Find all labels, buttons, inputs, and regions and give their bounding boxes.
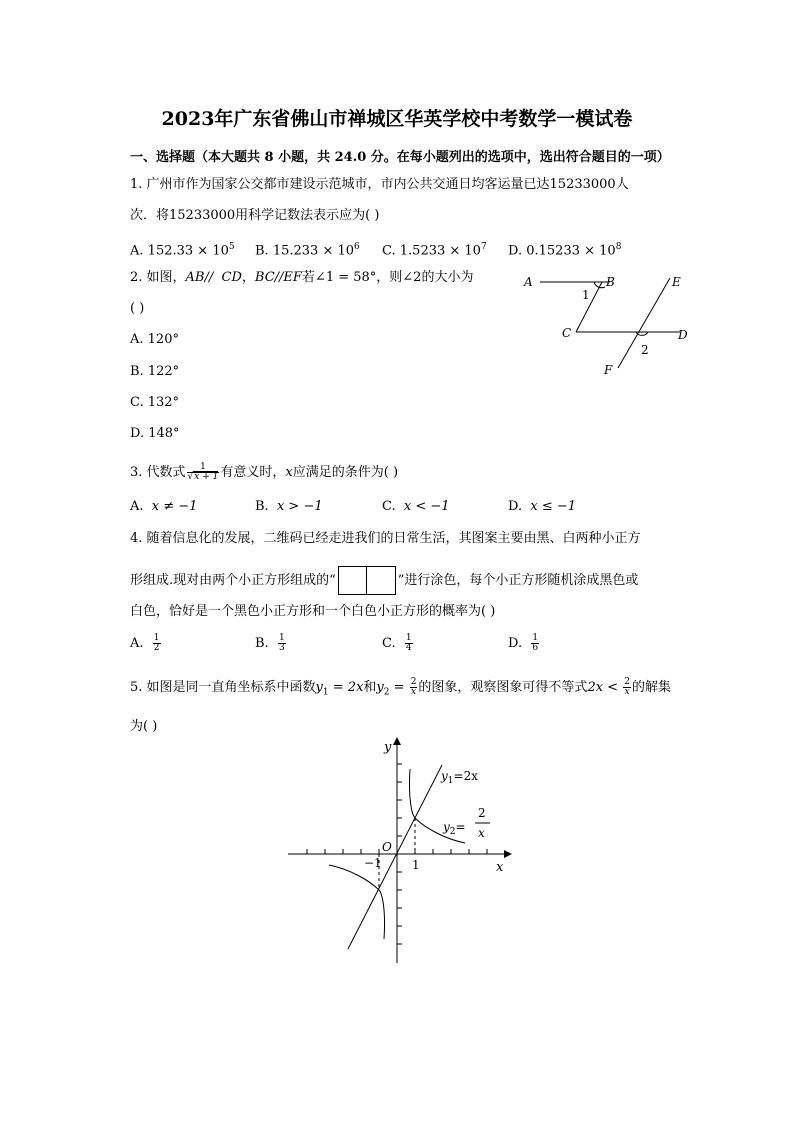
two-squares-icon: [338, 566, 396, 595]
label-a: A: [524, 275, 533, 289]
q5-y1-sub: 1: [322, 687, 329, 698]
option-mantissa: 0.15233 × 10: [526, 243, 616, 259]
q4-text-line3: 白色，恰好是一个黑色小正方形和一个白色小正方形的概率为( ): [130, 604, 496, 619]
q3-prefix: 3. 代数式: [130, 465, 186, 480]
fraction-denominator: 6: [532, 643, 539, 653]
option-expr: x > −1: [276, 499, 323, 514]
fraction-denominator: x + 1: [194, 472, 219, 482]
q4-text-line1: 4. 随着信息化的发展，二维码已经走进我们的日常生活，其图案主要由黑、白两种小正方: [130, 531, 641, 546]
option-label: D.: [508, 636, 523, 651]
q5-text-line1: [130, 678, 671, 702]
q4-option-b[interactable]: [255, 634, 287, 653]
q5-function-graph: [280, 735, 520, 970]
option-label: C.: [382, 499, 396, 514]
q2-parallel-lines-figure: [518, 266, 708, 382]
q2-math-bcef: BC//EF: [254, 270, 302, 285]
q2-text-line2: ( ): [130, 301, 145, 316]
option-label: B.: [255, 636, 269, 651]
q4-option-c[interactable]: [382, 634, 414, 653]
label-b: B: [606, 275, 615, 289]
q1-option-a[interactable]: [130, 238, 235, 260]
hyperbola-branch-negative: [329, 865, 385, 939]
q4-text-line2: [130, 566, 638, 595]
q5-part3: 的图象，观察图象可得不等式: [418, 680, 588, 695]
page-title: 2023年广东省佛山市禅城区华英学校中考数学一模试卷: [161, 108, 633, 130]
q1-option-c[interactable]: [382, 238, 487, 260]
q2-option-c[interactable]: C. 132°: [130, 395, 180, 410]
label-angle-1: 1: [582, 288, 590, 302]
fraction-numerator: 2: [624, 677, 630, 687]
q5-eq1: = 2x: [328, 680, 364, 695]
fraction-numerator: 1: [278, 633, 285, 643]
origin-label: O: [382, 840, 392, 854]
q2-option-d[interactable]: D. 148°: [130, 426, 180, 441]
option-expr: x < −1: [403, 499, 450, 514]
q3-option-a[interactable]: [130, 498, 197, 516]
label-f: F: [604, 363, 613, 377]
section-heading: 一、选择题（本大题共 8 小题，共 24.0 分。在每小题列出的选项中，选出符合题目的一项）: [130, 150, 670, 165]
option-label: C.: [382, 636, 396, 651]
fraction-numerator: 1: [405, 633, 412, 643]
q3-middle: 有意义时，: [220, 465, 286, 480]
fraction-numerator: 1: [153, 633, 160, 643]
q2-option-b[interactable]: B. 122°: [130, 364, 180, 379]
q5-inequality: 2x <: [587, 680, 623, 695]
q5-eq2: =: [389, 680, 409, 695]
y-axis-label: y: [384, 740, 392, 755]
label-c: C: [562, 326, 572, 340]
option-label: A.: [130, 243, 144, 259]
q5-y2-sub: 2: [383, 687, 390, 698]
tick-label-1: 1: [412, 858, 420, 872]
option-exponent: 7: [480, 242, 487, 252]
q5-part4: 的解集: [631, 680, 671, 695]
curve-label-numerator: 2: [478, 806, 486, 820]
x-axis-label: x: [496, 860, 504, 875]
option-label: B.: [255, 243, 269, 259]
option-expr: x ≤ −1: [530, 499, 577, 514]
option-expr: x ≠ −1: [151, 499, 198, 514]
tick-label-neg1: −1: [364, 856, 382, 870]
fraction-numerator: 1: [187, 463, 220, 473]
option-mantissa: 152.33 × 10: [147, 243, 229, 259]
fraction-numerator: 1: [532, 633, 539, 643]
q3-fraction: $\frac{1}{√x + 1}$: [187, 462, 219, 482]
q4-line2-start: 形组成.现对由两个小正方形组成的“: [130, 573, 336, 588]
angle-2-arc: [636, 332, 648, 335]
line-label: $y_1=2x$: [441, 769, 478, 786]
q2-option-a[interactable]: A. 120°: [130, 332, 179, 347]
q5-part1: 5. 如图是同一直角坐标系中函数: [130, 680, 316, 695]
option-label: D.: [508, 499, 523, 514]
option-label: C.: [382, 243, 396, 259]
option-label: B.: [255, 499, 269, 514]
q5-part2: 和: [363, 680, 377, 695]
option-exponent: 8: [615, 242, 622, 252]
line-y1-2x: [348, 765, 442, 949]
option-label: A.: [130, 499, 144, 514]
fraction-numerator: 2: [410, 677, 417, 687]
y-axis-arrow-icon: [393, 737, 401, 745]
option-mantissa: 1.5233 × 10: [399, 243, 481, 259]
q3-variable: x: [285, 465, 293, 480]
q3-text: [130, 463, 398, 482]
q2-prefix: 2. 如图，: [130, 270, 186, 285]
label-e: E: [672, 275, 681, 289]
q3-option-d[interactable]: [508, 498, 576, 516]
label-d: D: [678, 328, 688, 342]
fraction-denominator: 4: [405, 643, 412, 653]
q5-y2: y: [376, 680, 384, 695]
option-label: A.: [130, 636, 144, 651]
option-label: D.: [508, 243, 523, 259]
q2-math-cd: CD: [221, 270, 242, 285]
q3-option-c[interactable]: [382, 498, 450, 516]
q5-text-line2: 为( ): [130, 719, 158, 734]
q1-text-line1: 1. 广州市作为国家公交都市建设示范城市，市内公共交通日均客运量已达15233000人: [130, 177, 629, 192]
q5-y1: y: [315, 680, 323, 695]
option-exponent: 6: [354, 242, 360, 252]
q4-line2-end: ”进行涂色，每个小正方形随机涂成黑色或: [397, 573, 639, 588]
option-mantissa: 15.233 × 10: [272, 243, 355, 259]
q2-math-ab: AB//: [185, 270, 214, 285]
x-axis-arrow-icon: [504, 850, 512, 858]
fraction-denominator: x: [411, 687, 417, 697]
q2-comma: ，: [241, 270, 255, 285]
q1-option-b[interactable]: [255, 238, 360, 260]
fraction-denominator: 2: [153, 643, 160, 653]
option-exponent: 5: [228, 242, 235, 252]
q4-option-d[interactable]: [508, 634, 540, 653]
curve-label-denominator: x: [478, 826, 485, 840]
curve-label: $y_2=$: [443, 820, 466, 837]
fraction-denominator: x: [624, 687, 630, 697]
q3-suffix: 应满足的条件为( ): [292, 465, 399, 480]
q2-text-line1: [130, 269, 473, 287]
q1-option-d[interactable]: [508, 238, 621, 260]
q2-suffix: 若∠1 = 58°，则∠2的大小为: [301, 270, 474, 285]
fraction-denominator: 3: [278, 643, 285, 653]
q4-option-a[interactable]: [130, 634, 162, 653]
label-angle-2: 2: [641, 343, 649, 357]
q3-option-b[interactable]: [255, 498, 323, 516]
q1-text-line2: 次．将15233000用科学记数法表示应为( ): [130, 208, 380, 223]
